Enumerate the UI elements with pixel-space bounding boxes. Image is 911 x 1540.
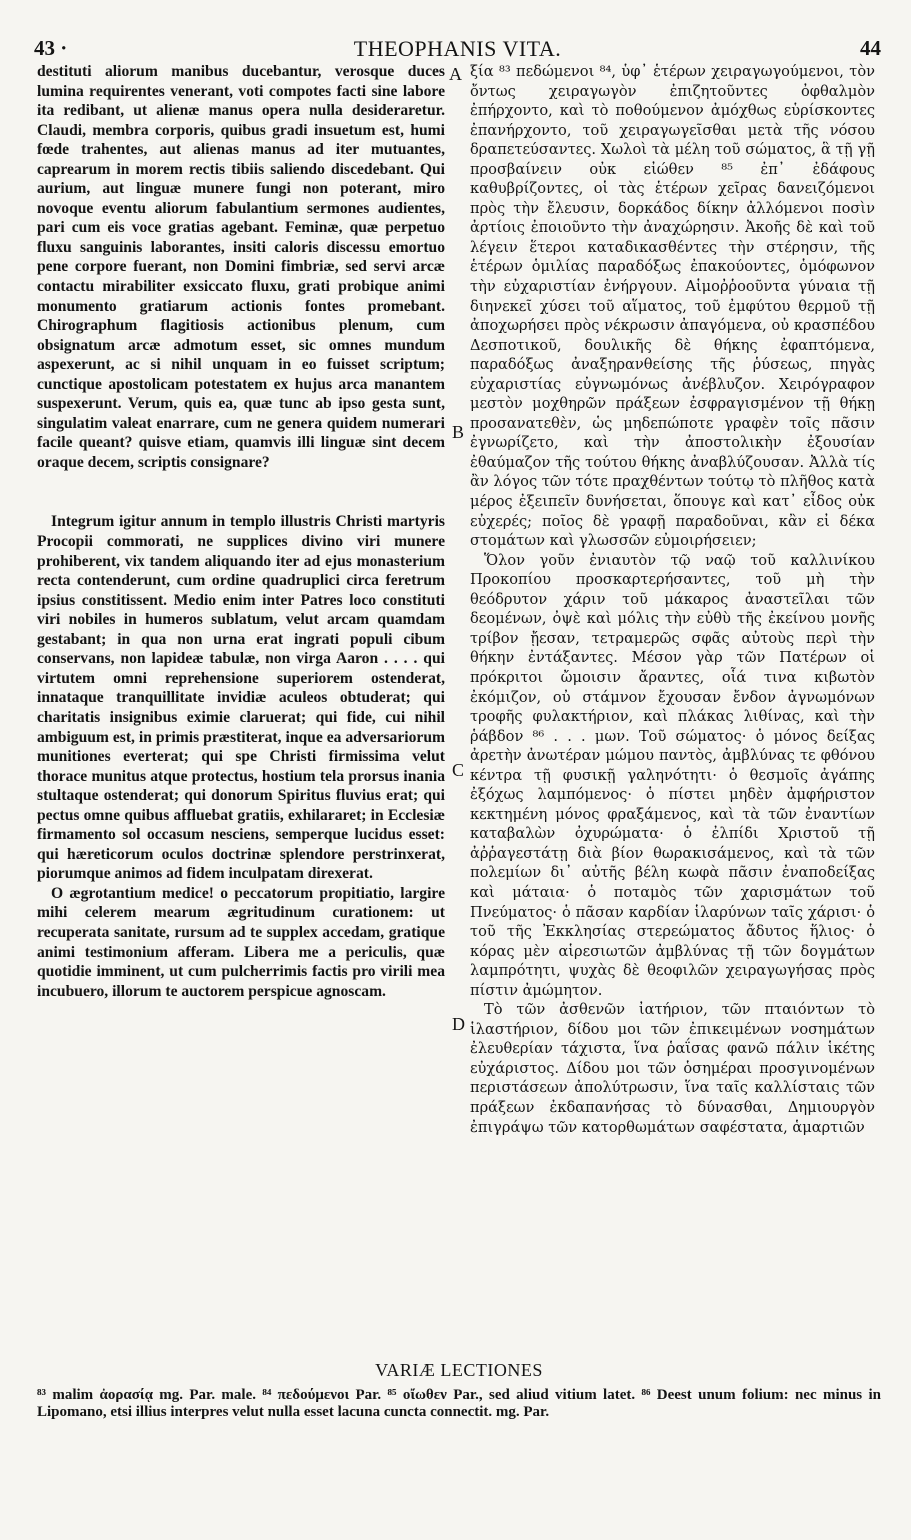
latin-column: [37, 62, 445, 1001]
section-marker-c: C: [452, 760, 465, 780]
variae-heading: VARIÆ LECTIONES: [375, 1360, 543, 1380]
greek-column: [470, 62, 875, 1137]
latin-paragraph-1: destituti aliorum manibus ducebantur, verosque duces lumina requirentes venerant, voti compotes facti sine labore ita redibant, ut alienæ manus opera nulla desideraretur. Claudi, membra corporis, quibus gradi insuetum est, humi fœde trahentes, aut alienas manus ad iter mutuantes, caprearum in morem rectis tibiis saliendo discedebant. Qui aurium, aut linguæ munere fungi non poterant, miro novoque eventu aliorum fabulantium sermones audientes, pari cum eis voce gratias agebant. Feminæ, quæ perpetuo fluxu sanguinis laborantes, insiti caloris discessu emortuo pene corpore fuerant, non Domini fimbriæ, sed servi arcæ contactu mirabiliter exsiccato fluxu, grati probique animi monumento gratiarum actionis fontes promebant. Chirographum flagitiosis actionibus plenum, cum obsignatum arcæ admotum esset, sic omnes mundum aspexerunt, ac si nihil unquam in eo fuisset scriptum; cunctique apostolicam potestatem ex hujus arca manantem suspexerunt. Verum, quis ea, quæ tunc ab ipso gesta sunt, singulatim valeat enarrare, cum ne genera quidem numerari facile queant? quisve etiam, quamvis illi linguæ sint decem oraque decem, scriptis consignare?: [37, 63, 445, 471]
greek-paragraph-2: Ὅλον γοῦν ἐνιαυτὸν τῷ ναῷ τοῦ καλλινίκου Προκοπίου προσκαρτερήσαντες, τοῦ μὴ τὴν θεόδρυτον χάριν τοῦ μάκαρος ἀναστεῖλαι τῶν δεομένων, ὀψὲ καὶ μόλις τὴν εὐθὺ τῆς ἐκείνου μονῆς τρίβον ᾔεσαν, τετραμερῶς σφᾶς αὐτοὺς περὶ τὴν θήκην ἐντάξαντες. Μέσον γὰρ τῶν Πατέρων οἱ πρόκριτοι ὤμοισιν ἄραντες, οἷά τινα κιβωτὸν ἐκόμιζον, οὐ στάμνον ἔχουσαν ἔνδον ἀγνωμόνων τροφῆς φυλακτήριον, καὶ πλάκας λιθίνας, καὶ τὴν ῥάβδον ⁸⁶ . . . μων. Τοῦ σώματος· ὁ μόνος δείξας ἀρετὴν ἀνωτέραν μώμου παντὸς, ἀμβλύνας τε φθόνου κέντρα τῇ φυσικῇ γαληνότητι· ὁ θεσμοῖς ἀγάπης ἐξόχως λαμπόμενος· ὁ πίστει μηδὲν ἀμφήριστον κεκτημένη μόνος φραξάμενος, καὶ τὰ τῶν ἐναντίων καταβαλὼν ὀχυρώματα· ὁ ἐλπίδι Χριστοῦ τῇ ἀῤῥαγεστάτῃ διὰ βίον θωρακισάμενος, καὶ τὰ τῶν πολεμίων δι᾽ αὐτῆς βέλη κωφὰ πᾶσιν ἐναποδείξας καὶ μάταια· ὁ ποταμὸς τῶν χαρισμάτων τοῦ Πνεύματος· ὁ πᾶσαν καρδίαν ἱλαρύνων ταῖς χάρισι· ὁ τοῦ τῆς Ἐκκλησίας στερεώματος ἄδυτος ἥλιος· ὁ κόρας μὲν αἱρεσιωτῶν ἀμβλύνας τῇ τῶν δογμάτων λαμπρότητι, ψυχὰς δὲ θεοφιλῶν χειραγωγήσας πρὸς πίστιν ἀμώμητον.: [470, 551, 875, 999]
section-marker-d: D: [452, 1014, 465, 1034]
left-page-number: 43 ·: [34, 36, 68, 60]
page-header: [34, 36, 881, 62]
latin-paragraph-2: Integrum igitur annum in templo illustris Christi martyris Procopii commorati, ne supplices divino viri munere prohiberent, vix tandem aliquando iter ad ejus monasterium recta contenderunt, cum ordine quadruplici circa feretrum ipsius constitissent. Medio enim inter Patres loco constituti viri nobiles in humeros sublatum, velut arcam quamdam gestabant; in qua non urna erat ingrati populi cibum conservans, non lapideæ tabulæ, non virga Aaron . . . . qui virtutem omni reprehensione superiorem ostenderat, innataque tranquillitate invidiæ aculeos obtuderat; qui charitatis insignibus eximie claruerat; qui fide, cui nihil ambiguum est, in primis præstiterat, inque ea adversariorum munitiones everterat; qui spe Christi firmissima velut thorace munitus atque protectus, hostium tela prorsus inania stultaque ostenderat; qui donorum Spiritus fluvius erat; qui pectus omne quibus affluebat gratiis, exhilararet; in Ecclesiæ firmamento sol occasum nesciens, semperque lucidus esset: qui hæreticorum oculos doctrinæ splendore perstrinxerat, piorumque animos ad fidem inculpatam direxerat.: [37, 513, 445, 883]
running-title: THEOPHANIS VITA.: [353, 36, 562, 61]
greek-paragraph-1: ξία ⁸³ πεδώμενοι ⁸⁴, ὑφ᾽ ἑτέρων χειραγωγούμενοι, τὸν ὄντως χειραγωγὸν ἐπιζητοῦντες ὀφθαλμὸν ἐπήρχοντο, καὶ τὸ ποθούμενον ἀμόχθως εὑρίσκοντες ἐπανήρχοντο, τοῦ χειραγωγεῖσθαι μετὰ τῆς νόσου δραπετεύσαντες. Χωλοὶ τὰ μέλη τοῦ σώματος, ἃ τῇ γῇ προσβαίνειν οὐκ εἰώθεν ⁸⁵ ἐπ᾽ ἐδάφους καθυβρίζοντες, οἱ τὰς ἑτέρων χεῖρας δανειζόμενοι πρὸς τὴν ἔλευσιν, δορκάδος δίκην ἀλλόμενοι ποσὶν ἀρτίοις ἐποιοῦντο τὴν ἀναχώρησιν. Ἀκοῆς δὲ καὶ τοῦ λέγειν ἕτεροι καταδικασθέντες τὴν στέρησιν, τῆς ἑτέρων ὁμιλίας παραδόξως ἐπακούοντες, ὁμόφωνον τὴν εὐχαριστίαν ἐνήργουν. Αἱμοῤῥοοῦντα γύναια τῇ διηνεκεῖ χύσει τοῦ αἵματος, τοῦ ἐμφύτου θερμοῦ τῇ ἀποχωρήσει πρὸς νέκρωσιν ἀπαγόμενα, οὐ κρασπέδου Δεσποτικοῦ, δουλικῆς δὲ θήκης ἐφαπτόμενα, παραδόξως ἀναξηρανθείσης τῆς ῥύσεως, πηγὰς εὐχαριστίας εὐγνωμόνως ἀνέβλυζον. Χειρόγραφον μεστὸν μοχθηρῶν πράξεων ἐσφραγισμένον τῇ θήκῃ προσανατεθὲν, ὡς μηδεπώποτε γραφὲν τοῖς πᾶσιν ἐγνωρίζετο, καὶ τὴν ἀποστολικὴν ἐξουσίαν ἐθαύμαζον τῆς τούτου θήκης ἀναβλύζουσαν. Ἀλλὰ τίς ἂν λόγος τῶν τότε πραχθέντων τούτῳ τὸ πλῆθος κατὰ μέρος ἐξειπεῖν δυνήσεται, ὅπουγε καὶ κατ᾽ εἶδος οὐκ εὐχερές; ποῖος δὲ γραφῇ παραδοῦναι, κἂν εἰ δέκα στομάτων καὶ γλωσσῶν εὐμοιρήσειεν;: [470, 63, 875, 550]
variae-notes: ⁸³ malim ἀορασίᾳ mg. Par. male. ⁸⁴ πεδούμενοι Par. ⁸⁵ οἴωθεν Par., sed aliud vitium latet. ⁸⁶ Deest unum folium: nec minus in Lipomano, etsi illius interpres velut nulla esset lacuna cuncta connectit. mg. Par.: [37, 1387, 881, 1420]
section-marker-a: A: [449, 64, 462, 84]
greek-paragraph-3: Τὸ τῶν ἀσθενῶν ἰατήριον, τῶν πταιόντων τὸ ἱλαστήριον, δίδου μοι τῶν ἐπικειμένων νοσημάτων ἐλευθερίαν τάχιστα, ἵνα ῥαΐσας φανῶ πάλιν ἱκέτης εὐχάριστος. Δίδου μοι τῶν ὁσημέραι προσγινομένων περιστάσεων ἀπολύτρωσιν, ἵνα ταῖς καλλίσταις τῶν πράξεων ἐκδαπανήσας τὸ δύνασθαι, Δημιουργὸν ἐπιγράψω τῶν κατορθωμάτων σαφέστατα, ἁμαρτιῶν: [470, 1001, 875, 1136]
right-page-number: 44: [860, 36, 881, 60]
section-marker-b: B: [452, 422, 465, 442]
variae-lectiones: [37, 1360, 881, 1421]
latin-paragraph-3: O ægrotantium medice! o peccatorum propitiatio, largire mihi celerem mearum ægritudinum curationem: ut recuperata sanitate, rursum ad te supplex accedam, gratique animi testimonium afferam. Libera me a periculis, quæ quotidie imminent, ut cum pulcherrimis factis pro virili mea incubuero, illorum te auctorem perspicue agnoscam.: [37, 884, 445, 1000]
